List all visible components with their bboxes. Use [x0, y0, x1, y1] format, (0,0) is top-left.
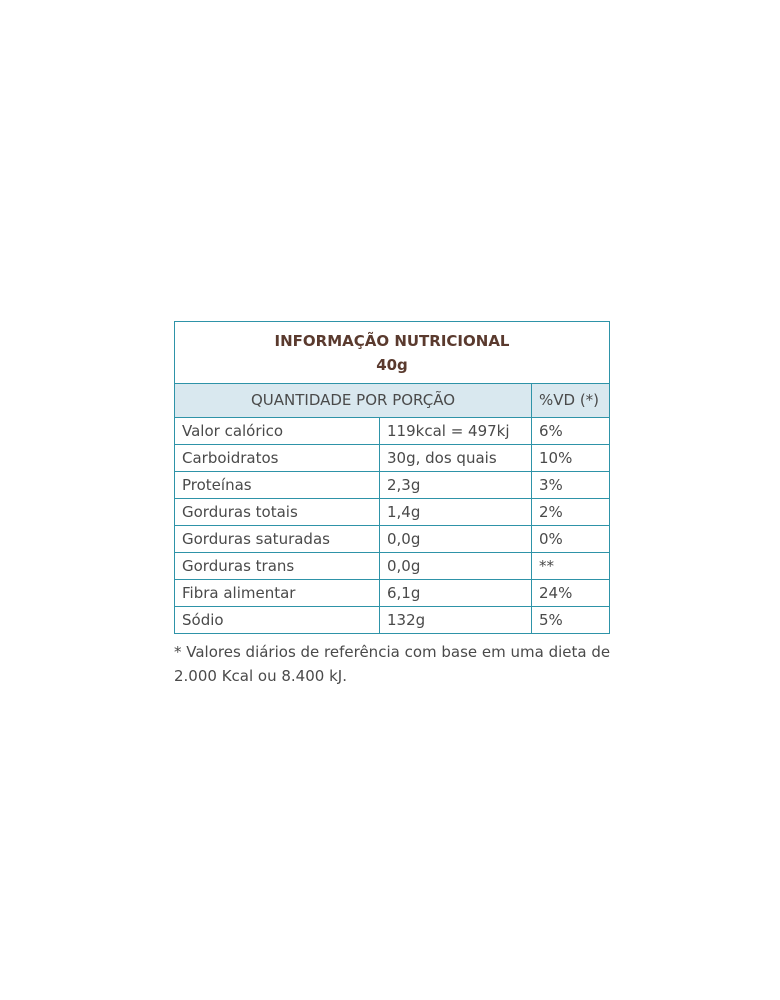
- nutrition-facts: [174, 321, 610, 688]
- nutrient-name: Carboidratos: [175, 445, 380, 472]
- footnote: * Valores diários de referência com base em uma dieta de 2.000 Kcal ou 8.400 kJ.: [174, 643, 611, 685]
- table-row: [175, 607, 610, 634]
- serving-size: 40g: [376, 356, 408, 374]
- nutrient-amount: 30g, dos quais: [380, 445, 532, 472]
- nutrient-dv: 3%: [532, 472, 610, 499]
- nutrient-dv: 5%: [532, 607, 610, 634]
- table-title: INFORMAÇÃO NUTRICIONAL: [274, 332, 510, 350]
- nutrient-dv: **: [532, 553, 610, 580]
- nutrient-amount: 119kcal = 497kj: [380, 418, 532, 445]
- nutrient-amount: 132g: [380, 607, 532, 634]
- nutrient-dv: 0%: [532, 526, 610, 553]
- table-row: [175, 472, 610, 499]
- nutrition-table: [174, 321, 610, 634]
- nutrient-name: Sódio: [175, 607, 380, 634]
- nutrient-amount: 0,0g: [380, 553, 532, 580]
- dv-header: %VD (*): [532, 384, 610, 418]
- nutrient-name: Gorduras totais: [175, 499, 380, 526]
- table-row: [175, 580, 610, 607]
- title-row: [175, 322, 610, 384]
- table-row: [175, 499, 610, 526]
- table-row: [175, 418, 610, 445]
- nutrient-name: Gorduras trans: [175, 553, 380, 580]
- nutrient-name: Fibra alimentar: [175, 580, 380, 607]
- table-row: [175, 553, 610, 580]
- nutrient-dv: 24%: [532, 580, 610, 607]
- title-cell: [175, 322, 610, 384]
- nutrient-amount: 1,4g: [380, 499, 532, 526]
- nutrient-amount: 2,3g: [380, 472, 532, 499]
- quantity-header: QUANTIDADE POR PORÇÃO: [175, 384, 532, 418]
- nutrient-dv: 2%: [532, 499, 610, 526]
- nutrient-name: Valor calórico: [175, 418, 380, 445]
- table-row: [175, 526, 610, 553]
- nutrient-dv: 6%: [532, 418, 610, 445]
- table-row: [175, 445, 610, 472]
- nutrient-name: Gorduras saturadas: [175, 526, 380, 553]
- nutrient-amount: 0,0g: [380, 526, 532, 553]
- header-row: [175, 384, 610, 418]
- nutrient-amount: 6,1g: [380, 580, 532, 607]
- nutrient-dv: 10%: [532, 445, 610, 472]
- nutrient-name: Proteínas: [175, 472, 380, 499]
